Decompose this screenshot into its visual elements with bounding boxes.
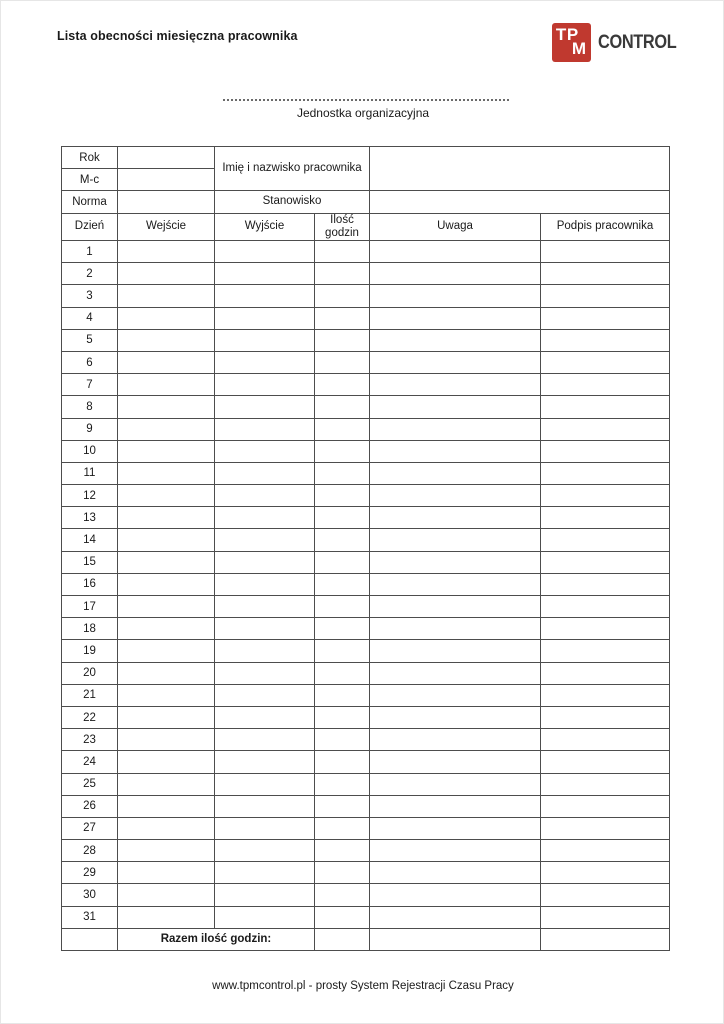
hours-cell[interactable] xyxy=(315,773,370,795)
hours-cell[interactable] xyxy=(315,529,370,551)
position-value-field[interactable] xyxy=(370,191,670,213)
table-row xyxy=(62,396,670,418)
entry-cell[interactable] xyxy=(118,485,215,507)
note-cell[interactable] xyxy=(370,862,541,884)
tpm-control-logo xyxy=(552,23,689,62)
day-number-cell: 11 xyxy=(62,462,118,484)
day-number-cell: 10 xyxy=(62,440,118,462)
entry-cell[interactable] xyxy=(118,795,215,817)
note-cell[interactable] xyxy=(370,329,541,351)
hours-cell[interactable] xyxy=(315,573,370,595)
signature-cell[interactable] xyxy=(541,285,670,307)
total-row-spacer-left xyxy=(62,928,118,950)
hours-cell[interactable] xyxy=(315,596,370,618)
day-number-cell: 7 xyxy=(62,374,118,396)
entry-cell[interactable] xyxy=(118,840,215,862)
table-row xyxy=(62,773,670,795)
position-label: Stanowisko xyxy=(215,191,370,213)
total-row-spacer-signature xyxy=(541,928,670,950)
day-number-cell: 17 xyxy=(62,596,118,618)
signature-cell[interactable] xyxy=(541,418,670,440)
hours-cell[interactable] xyxy=(315,418,370,440)
info-row-norm xyxy=(62,191,670,213)
hours-cell[interactable] xyxy=(315,396,370,418)
hours-cell[interactable] xyxy=(315,374,370,396)
total-row-spacer-note xyxy=(370,928,541,950)
entry-cell[interactable] xyxy=(118,906,215,928)
month-value-field[interactable] xyxy=(118,169,215,191)
employee-name-field[interactable] xyxy=(370,147,670,191)
table-row xyxy=(62,884,670,906)
signature-cell[interactable] xyxy=(541,396,670,418)
day-number-cell: 24 xyxy=(62,751,118,773)
exit-cell[interactable] xyxy=(215,906,315,928)
entry-cell[interactable] xyxy=(118,773,215,795)
logo-letter-t: T xyxy=(555,25,567,44)
exit-cell[interactable] xyxy=(215,374,315,396)
note-cell[interactable] xyxy=(370,241,541,263)
day-number-cell: 13 xyxy=(62,507,118,529)
signature-cell[interactable] xyxy=(541,706,670,728)
note-cell[interactable] xyxy=(370,396,541,418)
note-cell[interactable] xyxy=(370,440,541,462)
entry-cell[interactable] xyxy=(118,241,215,263)
hours-cell[interactable] xyxy=(315,662,370,684)
signature-cell[interactable] xyxy=(541,440,670,462)
hours-cell[interactable] xyxy=(315,729,370,751)
entry-cell[interactable] xyxy=(118,817,215,839)
exit-cell[interactable] xyxy=(215,351,315,373)
note-cell[interactable] xyxy=(370,573,541,595)
note-cell[interactable] xyxy=(370,485,541,507)
table-row xyxy=(62,729,670,751)
hours-cell[interactable] xyxy=(315,351,370,373)
attendance-table xyxy=(61,146,670,951)
signature-cell[interactable] xyxy=(541,662,670,684)
entry-cell[interactable] xyxy=(118,396,215,418)
info-row-year xyxy=(62,147,670,169)
entry-cell[interactable] xyxy=(118,884,215,906)
note-cell[interactable] xyxy=(370,374,541,396)
day-number-cell: 30 xyxy=(62,884,118,906)
hours-cell[interactable] xyxy=(315,862,370,884)
table-row xyxy=(62,241,670,263)
day-rows-body xyxy=(62,241,670,929)
hours-cell[interactable] xyxy=(315,640,370,662)
exit-cell[interactable] xyxy=(215,706,315,728)
norm-label: Norma xyxy=(62,191,118,213)
day-number-cell: 28 xyxy=(62,840,118,862)
year-label: Rok xyxy=(62,147,118,169)
table-row xyxy=(62,374,670,396)
day-number-cell: 27 xyxy=(62,817,118,839)
day-number-cell: 1 xyxy=(62,241,118,263)
entry-cell[interactable] xyxy=(118,751,215,773)
note-cell[interactable] xyxy=(370,884,541,906)
exit-cell[interactable] xyxy=(215,618,315,640)
note-cell[interactable] xyxy=(370,307,541,329)
table-row xyxy=(62,551,670,573)
hours-cell[interactable] xyxy=(315,817,370,839)
day-number-cell: 26 xyxy=(62,795,118,817)
table-row xyxy=(62,795,670,817)
hours-cell[interactable] xyxy=(315,618,370,640)
table-row xyxy=(62,618,670,640)
table-row xyxy=(62,684,670,706)
column-header-note: Uwaga xyxy=(370,213,541,240)
total-row xyxy=(62,928,670,950)
day-number-cell: 19 xyxy=(62,640,118,662)
day-number-cell: 18 xyxy=(62,618,118,640)
entry-cell[interactable] xyxy=(118,662,215,684)
entry-cell[interactable] xyxy=(118,551,215,573)
exit-cell[interactable] xyxy=(215,418,315,440)
exit-cell[interactable] xyxy=(215,751,315,773)
signature-cell[interactable] xyxy=(541,618,670,640)
entry-cell[interactable] xyxy=(118,706,215,728)
exit-cell[interactable] xyxy=(215,729,315,751)
entry-cell[interactable] xyxy=(118,329,215,351)
hours-cell[interactable] xyxy=(315,795,370,817)
exit-cell[interactable] xyxy=(215,462,315,484)
note-cell[interactable] xyxy=(370,596,541,618)
table-row xyxy=(62,285,670,307)
table-row xyxy=(62,307,670,329)
exit-cell[interactable] xyxy=(215,529,315,551)
exit-cell[interactable] xyxy=(215,884,315,906)
entry-cell[interactable] xyxy=(118,307,215,329)
note-cell[interactable] xyxy=(370,906,541,928)
entry-cell[interactable] xyxy=(118,684,215,706)
note-cell[interactable] xyxy=(370,684,541,706)
note-cell[interactable] xyxy=(370,618,541,640)
column-header-day: Dzień xyxy=(62,213,118,240)
table-row xyxy=(62,418,670,440)
total-row-body xyxy=(62,928,670,950)
hours-cell[interactable] xyxy=(315,684,370,706)
table-row xyxy=(62,573,670,595)
attendance-sheet xyxy=(61,146,669,951)
table-row xyxy=(62,706,670,728)
column-header-hours-line2: godzin xyxy=(325,226,359,239)
exit-cell[interactable] xyxy=(215,241,315,263)
exit-cell[interactable] xyxy=(215,795,315,817)
note-cell[interactable] xyxy=(370,507,541,529)
note-cell[interactable] xyxy=(370,551,541,573)
day-number-cell: 20 xyxy=(62,662,118,684)
column-header-hours-line1: Ilość xyxy=(330,213,354,226)
note-cell[interactable] xyxy=(370,817,541,839)
entry-cell[interactable] xyxy=(118,573,215,595)
signature-cell[interactable] xyxy=(541,773,670,795)
note-cell[interactable] xyxy=(370,795,541,817)
day-number-cell: 15 xyxy=(62,551,118,573)
note-cell[interactable] xyxy=(370,706,541,728)
exit-cell[interactable] xyxy=(215,285,315,307)
table-row xyxy=(62,596,670,618)
norm-value-field[interactable] xyxy=(118,191,215,213)
logo-letter-p: P xyxy=(566,25,579,44)
column-header-row xyxy=(62,213,670,240)
hours-cell[interactable] xyxy=(315,884,370,906)
day-number-cell: 8 xyxy=(62,396,118,418)
table-row xyxy=(62,485,670,507)
exit-cell[interactable] xyxy=(215,684,315,706)
day-number-cell: 25 xyxy=(62,773,118,795)
signature-cell[interactable] xyxy=(541,462,670,484)
day-number-cell: 12 xyxy=(62,485,118,507)
exit-cell[interactable] xyxy=(215,396,315,418)
table-row xyxy=(62,906,670,928)
day-number-cell: 23 xyxy=(62,729,118,751)
signature-cell[interactable] xyxy=(541,795,670,817)
day-number-cell: 3 xyxy=(62,285,118,307)
exit-cell[interactable] xyxy=(215,307,315,329)
hours-cell[interactable] xyxy=(315,840,370,862)
signature-cell[interactable] xyxy=(541,351,670,373)
day-number-cell: 4 xyxy=(62,307,118,329)
note-cell[interactable] xyxy=(370,285,541,307)
exit-cell[interactable] xyxy=(215,507,315,529)
exit-cell[interactable] xyxy=(215,573,315,595)
entry-cell[interactable] xyxy=(118,440,215,462)
table-row xyxy=(62,817,670,839)
day-number-cell: 31 xyxy=(62,906,118,928)
signature-cell[interactable] xyxy=(541,551,670,573)
signature-cell[interactable] xyxy=(541,573,670,595)
table-row xyxy=(62,507,670,529)
table-row xyxy=(62,840,670,862)
signature-cell[interactable] xyxy=(541,263,670,285)
exit-cell[interactable] xyxy=(215,485,315,507)
signature-cell[interactable] xyxy=(541,507,670,529)
page-title: Lista obecności miesięczna pracownika xyxy=(57,29,298,43)
signature-cell[interactable] xyxy=(541,596,670,618)
org-unit-dotted-line xyxy=(223,89,509,101)
hours-cell[interactable] xyxy=(315,507,370,529)
note-cell[interactable] xyxy=(370,351,541,373)
exit-cell[interactable] xyxy=(215,440,315,462)
hours-cell[interactable] xyxy=(315,485,370,507)
employee-name-label: Imię i nazwisko pracownika xyxy=(215,147,370,191)
exit-cell[interactable] xyxy=(215,662,315,684)
column-header-entry: Wejście xyxy=(118,213,215,240)
day-number-cell: 2 xyxy=(62,263,118,285)
signature-cell[interactable] xyxy=(541,840,670,862)
table-row xyxy=(62,440,670,462)
exit-cell[interactable] xyxy=(215,640,315,662)
tpm-logo-mark-icon xyxy=(552,23,591,62)
entry-cell[interactable] xyxy=(118,529,215,551)
day-number-cell: 22 xyxy=(62,706,118,728)
day-number-cell: 6 xyxy=(62,351,118,373)
signature-cell[interactable] xyxy=(541,729,670,751)
signature-cell[interactable] xyxy=(541,529,670,551)
entry-cell[interactable] xyxy=(118,374,215,396)
column-header-exit: Wyjście xyxy=(215,213,315,240)
signature-cell[interactable] xyxy=(541,817,670,839)
entry-cell[interactable] xyxy=(118,596,215,618)
exit-cell[interactable] xyxy=(215,329,315,351)
entry-cell[interactable] xyxy=(118,418,215,440)
table-row xyxy=(62,862,670,884)
logo-letter-m: M xyxy=(571,39,587,58)
day-number-cell: 14 xyxy=(62,529,118,551)
signature-cell[interactable] xyxy=(541,329,670,351)
exit-cell[interactable] xyxy=(215,263,315,285)
year-value-field[interactable] xyxy=(118,147,215,169)
exit-cell[interactable] xyxy=(215,551,315,573)
signature-cell[interactable] xyxy=(541,307,670,329)
day-number-cell: 21 xyxy=(62,684,118,706)
entry-cell[interactable] xyxy=(118,285,215,307)
exit-cell[interactable] xyxy=(215,817,315,839)
exit-cell[interactable] xyxy=(215,862,315,884)
entry-cell[interactable] xyxy=(118,640,215,662)
signature-cell[interactable] xyxy=(541,640,670,662)
hours-cell[interactable] xyxy=(315,462,370,484)
table-row xyxy=(62,263,670,285)
note-cell[interactable] xyxy=(370,640,541,662)
exit-cell[interactable] xyxy=(215,840,315,862)
table-row xyxy=(62,462,670,484)
signature-cell[interactable] xyxy=(541,684,670,706)
entry-cell[interactable] xyxy=(118,618,215,640)
entry-cell[interactable] xyxy=(118,862,215,884)
hours-cell[interactable] xyxy=(315,285,370,307)
table-row xyxy=(62,529,670,551)
table-row xyxy=(62,640,670,662)
signature-cell[interactable] xyxy=(541,906,670,928)
note-cell[interactable] xyxy=(370,418,541,440)
hours-cell[interactable] xyxy=(315,906,370,928)
hours-cell[interactable] xyxy=(315,706,370,728)
entry-cell[interactable] xyxy=(118,263,215,285)
note-cell[interactable] xyxy=(370,729,541,751)
column-header-hours xyxy=(315,213,370,240)
note-cell[interactable] xyxy=(370,662,541,684)
table-row xyxy=(62,662,670,684)
table-row xyxy=(62,329,670,351)
total-value-field[interactable] xyxy=(315,928,370,950)
signature-cell[interactable] xyxy=(541,751,670,773)
exit-cell[interactable] xyxy=(215,773,315,795)
day-number-cell: 16 xyxy=(62,573,118,595)
entry-cell[interactable] xyxy=(118,351,215,373)
day-number-cell: 9 xyxy=(62,418,118,440)
note-cell[interactable] xyxy=(370,462,541,484)
hours-cell[interactable] xyxy=(315,751,370,773)
note-cell[interactable] xyxy=(370,529,541,551)
note-cell[interactable] xyxy=(370,751,541,773)
column-header-signature: Podpis pracownika xyxy=(541,213,670,240)
hours-cell[interactable] xyxy=(315,241,370,263)
note-cell[interactable] xyxy=(370,773,541,795)
total-label: Razem ilość godzin: xyxy=(118,928,315,950)
table-row xyxy=(62,351,670,373)
table-row xyxy=(62,751,670,773)
signature-cell[interactable] xyxy=(541,862,670,884)
hours-cell[interactable] xyxy=(315,440,370,462)
entry-cell[interactable] xyxy=(118,729,215,751)
hours-cell[interactable] xyxy=(315,263,370,285)
hours-cell[interactable] xyxy=(315,307,370,329)
signature-cell[interactable] xyxy=(541,374,670,396)
logo-wordmark: CONTROL xyxy=(597,31,677,53)
entry-cell[interactable] xyxy=(118,462,215,484)
hours-cell[interactable] xyxy=(315,329,370,351)
exit-cell[interactable] xyxy=(215,596,315,618)
signature-cell[interactable] xyxy=(541,884,670,906)
note-cell[interactable] xyxy=(370,840,541,862)
signature-cell[interactable] xyxy=(541,485,670,507)
month-label: M-c xyxy=(62,169,118,191)
org-unit-label: Jednostka organizacyjna xyxy=(296,106,430,120)
hours-cell[interactable] xyxy=(315,551,370,573)
page-footer: www.tpmcontrol.pl - prosty System Rejestracji Czasu Pracy xyxy=(212,980,514,992)
entry-cell[interactable] xyxy=(118,507,215,529)
day-number-cell: 29 xyxy=(62,862,118,884)
signature-cell[interactable] xyxy=(541,241,670,263)
day-number-cell: 5 xyxy=(62,329,118,351)
note-cell[interactable] xyxy=(370,263,541,285)
